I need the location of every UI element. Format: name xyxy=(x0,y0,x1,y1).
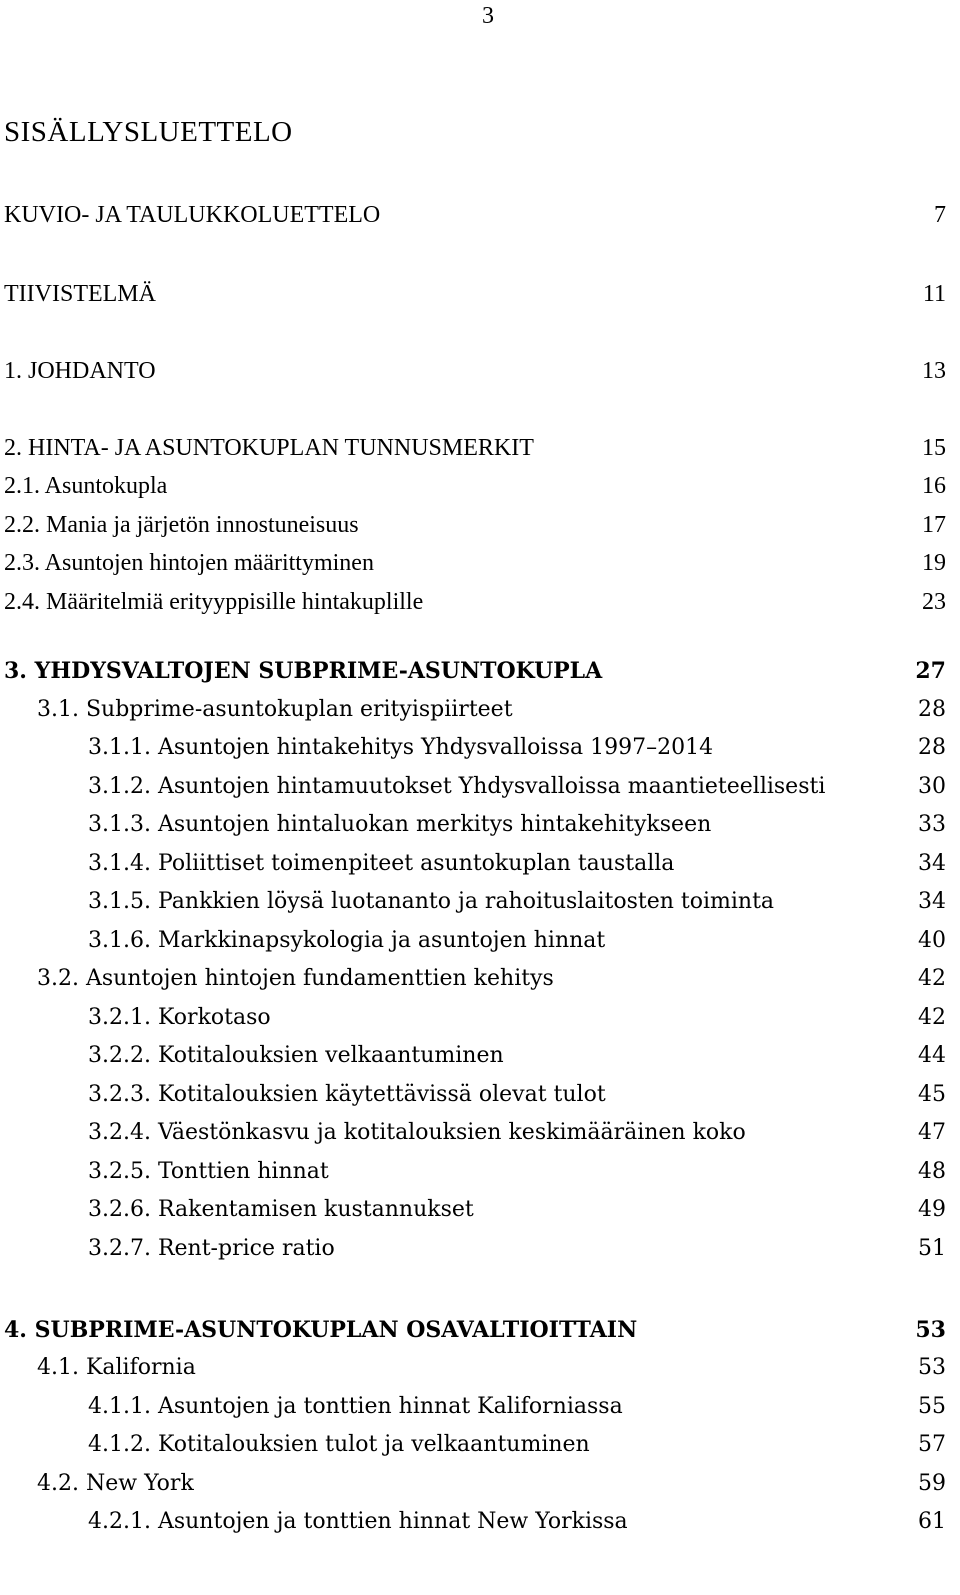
toc-entry-text: 4.1.2. Kotitalouksien tulot ja velkaantuminen xyxy=(88,1432,590,1457)
toc-entry-page: 53 xyxy=(918,1355,946,1380)
toc-entry-page: 27 xyxy=(915,658,946,684)
toc-entry-page: 19 xyxy=(922,550,946,576)
toc-entry-text: 3.2.3. Kotitalouksien käytettävissä olevat tulot xyxy=(88,1082,606,1107)
toc-entry-page: 7 xyxy=(934,202,946,228)
toc-entry-3-2-2 xyxy=(0,1037,960,1075)
toc-entry-text: 4.1.1. Asuntojen ja tonttien hinnat Kaliforniassa xyxy=(88,1394,623,1419)
toc-entry-2-1 xyxy=(0,467,960,505)
toc-entry-page: 33 xyxy=(918,812,946,837)
toc-entry-3-2-1 xyxy=(0,999,960,1037)
toc-entry-page: 16 xyxy=(922,473,946,499)
toc-entry-chapter-3 xyxy=(0,652,960,690)
toc-entry-page: 61 xyxy=(918,1509,946,1534)
toc-entry-tiivistelma xyxy=(0,275,960,313)
toc-entry-page: 47 xyxy=(918,1120,946,1145)
toc-entry-text: 3.2. Asuntojen hintojen fundamenttien kehitys xyxy=(37,966,554,991)
toc-entry-text: 4. SUBPRIME-ASUNTOKUPLAN OSAVALTIOITTAIN xyxy=(4,1317,638,1343)
toc-entry-text: 3.2.4. Väestönkasvu ja kotitalouksien keskimääräinen koko xyxy=(88,1120,746,1145)
toc-entry-text: 3.1.3. Asuntojen hintaluokan merkitys hintakehitykseen xyxy=(88,812,712,837)
toc-entry-kuvio-ja-taulukkoluettelo xyxy=(0,196,960,234)
toc-entry-page: 11 xyxy=(922,281,946,307)
toc-entry-3-2-6 xyxy=(0,1191,960,1229)
toc-entry-text: 3.2.5. Tonttien hinnat xyxy=(88,1159,329,1184)
toc-entry-page: 42 xyxy=(918,966,946,991)
toc-entry-text: 4.2.1. Asuntojen ja tonttien hinnat New Yorkissa xyxy=(88,1509,628,1534)
toc-entry-page: 48 xyxy=(918,1159,946,1184)
toc-entry-3-1-5 xyxy=(0,883,960,921)
toc-entry-3-1-6 xyxy=(0,922,960,960)
toc-entry-page: 45 xyxy=(918,1082,946,1107)
toc-entry-page: 59 xyxy=(918,1471,946,1496)
toc-entry-page: 55 xyxy=(918,1394,946,1419)
toc-entry-page: 57 xyxy=(918,1432,946,1457)
toc-entry-text: 4.2. New York xyxy=(37,1471,194,1496)
toc-entry-text: 3.1.4. Poliittiset toimenpiteet asuntokuplan taustalla xyxy=(88,851,675,876)
toc-entry-text: 3.1.1. Asuntojen hintakehitys Yhdysvalloissa 1997–2014 xyxy=(88,735,714,760)
toc-entry-4-2-1 xyxy=(0,1503,960,1541)
toc-entry-page: 15 xyxy=(922,435,946,461)
toc-entry-3-2-4 xyxy=(0,1114,960,1152)
toc-entry-3-2-5 xyxy=(0,1153,960,1191)
toc-entry-3-1-3 xyxy=(0,806,960,844)
toc-entry-text: KUVIO- JA TAULUKKOLUETTELO xyxy=(4,202,381,228)
toc-entry-text: 3.1. Subprime-asuntokuplan erityispiirteet xyxy=(37,697,513,722)
toc-entry-3-1-1 xyxy=(0,729,960,767)
toc-entry-text: 3.1.2. Asuntojen hintamuutokset Yhdysvalloissa maantieteellisesti xyxy=(88,774,826,799)
toc-entry-4-2 xyxy=(0,1465,960,1503)
page-number: 3 xyxy=(482,3,494,29)
toc-entry-text: 2.1. Asuntokupla xyxy=(4,473,168,499)
toc-entry-4-1 xyxy=(0,1349,960,1387)
toc-entry-page: 17 xyxy=(922,512,946,538)
toc-entry-text: 1. JOHDANTO xyxy=(4,358,156,384)
toc-entry-page: 30 xyxy=(918,774,946,799)
toc-entry-text: 3.2.7. Rent-price ratio xyxy=(88,1236,335,1261)
toc-entry-3-1 xyxy=(0,691,960,729)
toc-entry-page: 42 xyxy=(918,1005,946,1030)
toc-entry-page: 13 xyxy=(922,358,946,384)
toc-entry-chapter-4 xyxy=(0,1311,960,1349)
toc-entry-3-2 xyxy=(0,960,960,998)
toc-entry-text: 4.1. Kalifornia xyxy=(37,1355,196,1380)
toc-entry-text: 3. YHDYSVALTOJEN SUBPRIME-ASUNTOKUPLA xyxy=(4,658,603,684)
toc-entry-text: 3.2.6. Rakentamisen kustannukset xyxy=(88,1197,474,1222)
toc-entry-3-1-4 xyxy=(0,845,960,883)
toc-entry-page: 28 xyxy=(918,697,946,722)
toc-entry-text: 2.4. Määritelmiä erityyppisille hintakuplille xyxy=(4,589,424,615)
toc-entry-text: 3.1.5. Pankkien löysä luotananto ja rahoituslaitosten toiminta xyxy=(88,889,775,914)
toc-entry-page: 28 xyxy=(918,735,946,760)
toc-entry-3-1-2 xyxy=(0,768,960,806)
toc-title: SISÄLLYSLUETTELO xyxy=(4,116,293,148)
toc-entry-2-2 xyxy=(0,506,960,544)
toc-entry-page: 51 xyxy=(918,1236,946,1261)
toc-entry-page: 40 xyxy=(918,928,946,953)
toc-entry-text: 2.3. Asuntojen hintojen määrittyminen xyxy=(4,550,374,576)
toc-entry-2-3 xyxy=(0,544,960,582)
toc-entry-page: 34 xyxy=(918,889,946,914)
toc-entry-page: 34 xyxy=(918,851,946,876)
toc-entry-page: 53 xyxy=(915,1317,946,1343)
toc-entry-text: 3.2.1. Korkotaso xyxy=(88,1005,271,1030)
toc-entry-page: 23 xyxy=(922,589,946,615)
toc-entry-4-1-1 xyxy=(0,1388,960,1426)
toc-entry-3-2-3 xyxy=(0,1076,960,1114)
toc-entry-2-4 xyxy=(0,583,960,621)
toc-entry-text: 2.2. Mania ja järjetön innostuneisuus xyxy=(4,512,359,538)
toc-entry-3-2-7 xyxy=(0,1230,960,1268)
toc-entry-page: 49 xyxy=(918,1197,946,1222)
toc-entry-page: 44 xyxy=(918,1043,946,1068)
toc-entry-text: 3.2.2. Kotitalouksien velkaantuminen xyxy=(88,1043,504,1068)
toc-entry-4-1-2 xyxy=(0,1426,960,1464)
toc-entry-johdanto xyxy=(0,352,960,390)
toc-entry-text: 3.1.6. Markkinapsykologia ja asuntojen hinnat xyxy=(88,928,606,953)
toc-entry-text: TIIVISTELMÄ xyxy=(4,281,156,307)
toc-entry-text: 2. HINTA- JA ASUNTOKUPLAN TUNNUSMERKIT xyxy=(4,435,534,461)
toc-entry-chapter-2 xyxy=(0,429,960,467)
